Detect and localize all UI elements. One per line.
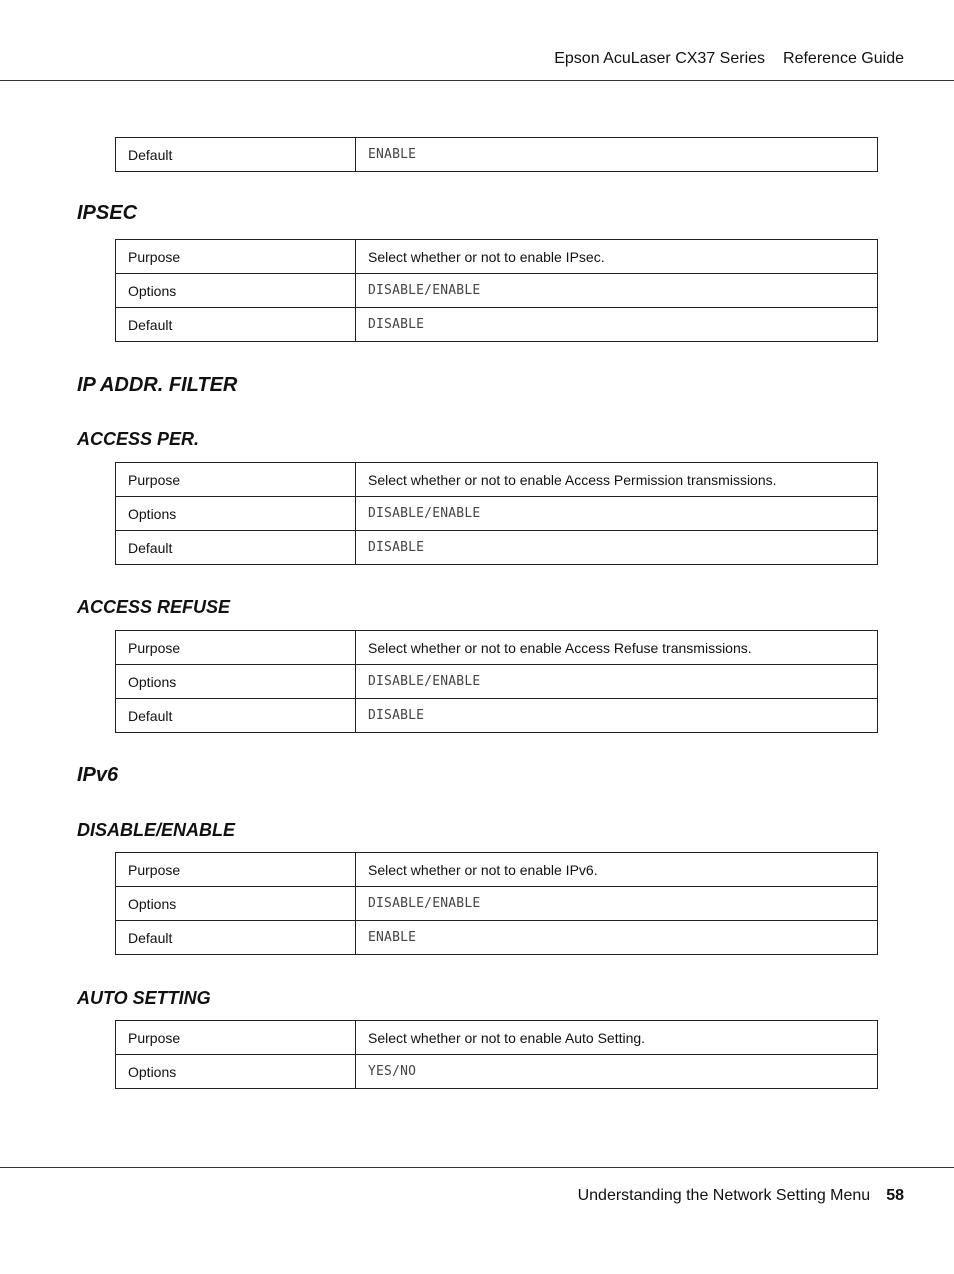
purpose-value: Select whether or not to enable IPv6.: [356, 853, 878, 887]
table-row: [116, 631, 878, 665]
table-row: [116, 699, 878, 733]
table-row: [116, 497, 878, 531]
default-value: DISABLE: [356, 699, 878, 733]
table-row: [116, 463, 878, 497]
options-label: Options: [116, 887, 356, 921]
table-row: [116, 1055, 878, 1089]
auto-setting-heading: AUTO SETTING: [77, 988, 211, 1008]
access-refuse-table: [115, 630, 878, 733]
purpose-value: Select whether or not to enable IPsec.: [356, 240, 878, 274]
purpose-value: Select whether or not to enable Auto Setting.: [356, 1021, 878, 1055]
purpose-value: Select whether or not to enable Access Permission transmissions.: [356, 463, 878, 497]
header-text: [554, 50, 904, 68]
options-label: Options: [116, 274, 356, 308]
page-footer: [0, 1167, 954, 1204]
options-label: Options: [116, 665, 356, 699]
options-label: Options: [116, 497, 356, 531]
table-row: [116, 274, 878, 308]
options-value: YES/NO: [356, 1055, 878, 1089]
table-row: [116, 665, 878, 699]
table-row: [116, 240, 878, 274]
options-label: Options: [116, 1055, 356, 1089]
ipsec-heading: IPSEC: [77, 202, 138, 224]
disable-enable-table: [115, 852, 878, 955]
access-per-table: [115, 462, 878, 565]
table-row: [116, 1021, 878, 1055]
table-row: [116, 921, 878, 955]
disable-enable-heading: DISABLE/ENABLE: [77, 820, 236, 840]
purpose-value: Select whether or not to enable Access Refuse transmissions.: [356, 631, 878, 665]
access-per-heading: ACCESS PER.: [77, 429, 200, 449]
footer-section-title: Understanding the Network Setting Menu: [577, 1187, 871, 1204]
footer-text: [578, 1187, 904, 1205]
table-row: [116, 138, 878, 172]
purpose-label: Purpose: [116, 853, 356, 887]
top-default-table: [115, 137, 878, 172]
ipsec-table: [115, 239, 878, 342]
purpose-label: Purpose: [116, 240, 356, 274]
access-refuse-heading: ACCESS REFUSE: [77, 597, 231, 617]
options-value: DISABLE/ENABLE: [356, 665, 878, 699]
default-label: Default: [116, 138, 356, 172]
product-name: Epson AcuLaser CX37 Series: [554, 50, 766, 67]
default-value: DISABLE: [356, 308, 878, 342]
table-row: [116, 887, 878, 921]
ip-addr-filter-heading: IP ADDR. FILTER: [77, 374, 238, 396]
default-label: Default: [116, 531, 356, 565]
purpose-label: Purpose: [116, 1021, 356, 1055]
options-value: DISABLE/ENABLE: [356, 497, 878, 531]
page-number: 58: [886, 1187, 904, 1204]
purpose-label: Purpose: [116, 463, 356, 497]
purpose-label: Purpose: [116, 631, 356, 665]
default-value: ENABLE: [356, 921, 878, 955]
table-row: [116, 853, 878, 887]
page-header: [0, 0, 954, 81]
auto-setting-table: [115, 1020, 878, 1089]
ipv6-heading: IPv6: [77, 764, 119, 786]
default-value: ENABLE: [356, 138, 878, 172]
default-label: Default: [116, 921, 356, 955]
options-value: DISABLE/ENABLE: [356, 274, 878, 308]
default-label: Default: [116, 308, 356, 342]
default-label: Default: [116, 699, 356, 733]
guide-name: Reference Guide: [783, 50, 904, 67]
default-value: DISABLE: [356, 531, 878, 565]
options-value: DISABLE/ENABLE: [356, 887, 878, 921]
table-row: [116, 531, 878, 565]
table-row: [116, 308, 878, 342]
